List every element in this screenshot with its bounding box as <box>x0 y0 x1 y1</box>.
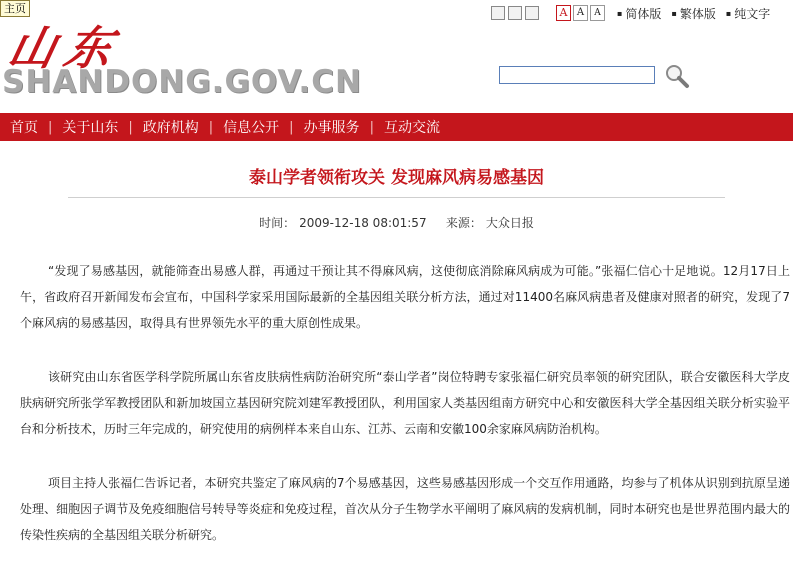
layout-toggle-2[interactable] <box>508 6 522 20</box>
font-size-large[interactable]: A <box>556 5 571 21</box>
lang-traditional[interactable]: ▪ 繁体版 <box>671 5 715 22</box>
nav-info-disclosure[interactable]: 信息公开 <box>223 120 280 136</box>
article-time: 2009-12-18 08:01:57 <box>299 216 427 230</box>
main-nav: 首页 | 关于山东 | 政府机构 | 信息公开 | 办事服务 | 互动交流 <box>0 113 793 141</box>
nav-about[interactable]: 关于山东 <box>62 120 119 136</box>
layout-toggle-1[interactable] <box>491 6 505 20</box>
title-divider <box>68 197 725 198</box>
nav-home[interactable]: 首页 <box>10 120 38 136</box>
lang-simplified[interactable]: ▪ 简体版 <box>617 5 661 22</box>
search-input[interactable] <box>499 66 655 84</box>
logo-domain: SHANDONG.GOV.CN <box>2 64 362 100</box>
nav-government[interactable]: 政府机构 <box>142 120 199 136</box>
nav-interaction[interactable]: 互动交流 <box>383 120 440 136</box>
search-icon <box>664 63 690 89</box>
nav-services[interactable]: 办事服务 <box>303 120 360 136</box>
article-source: 大众日报 <box>485 216 534 230</box>
lang-text-only[interactable]: ▪ 纯文字 <box>726 5 770 22</box>
article-meta <box>0 214 793 231</box>
article-paragraph: 项目主持人张福仁告诉记者，本研究共鉴定了麻风病的7个易感基因，这些易感基因形成一个交互作用通路，均参与了机体从识别到抗原呈递处理、细胞因子调节及免疫细胞信号转导等炎症和免疫过程，首次从分子生物学水平阐明了麻风病的发病机制，同时本研究也是世界范围内最大的传染性疾病的全基因组关联分析研究。 <box>20 476 790 542</box>
font-size-medium[interactable]: A <box>573 5 588 21</box>
font-size-small[interactable]: A <box>590 5 605 21</box>
logo-calligraphy: 山东 <box>3 21 128 75</box>
site-logo[interactable] <box>2 8 362 113</box>
home-tooltip: 主页 <box>0 0 30 17</box>
source-label: 来源： <box>445 216 482 230</box>
article-title: 泰山学者领衔攻关 发现麻风病易感基因 <box>249 168 544 188</box>
layout-toggle-3[interactable] <box>525 6 539 20</box>
article-body <box>20 258 790 576</box>
article-paragraph: 该研究由山东省医学科学院所属山东省皮肤病性病防治研究所“泰山学者”岗位特聘专家张福仁研究员率领的研究团队，联合安徽医科大学皮肤病研究所张学军教授团队和新加坡国立基因研究院刘建军教授团队，利用国家人类基因组南方研究中心和安徽医科大学全基因组关联分析实验平台和分析技术，历时三年完成的，研究使用的病例样本来自山东、江苏、云南和安徽100余家麻风病防治机构。 <box>20 370 790 436</box>
search-button[interactable] <box>664 63 690 89</box>
top-toolbar <box>491 4 770 22</box>
article-paragraph: “发现了易感基因，就能筛查出易感人群，再通过干预让其不得麻风病，这使彻底消除麻风病成为可能。”张福仁信心十足地说。12月17日上午，省政府召开新闻发布会宣布，中国科学家采用国际最新的全基因组关联分析方法，通过对11400名麻风病患者及健康对照者的研究，发现了7个麻风病的易感基因，取得具有世界领先水平的重大原创性成果。 <box>20 264 790 330</box>
time-label: 时间： <box>259 216 296 230</box>
